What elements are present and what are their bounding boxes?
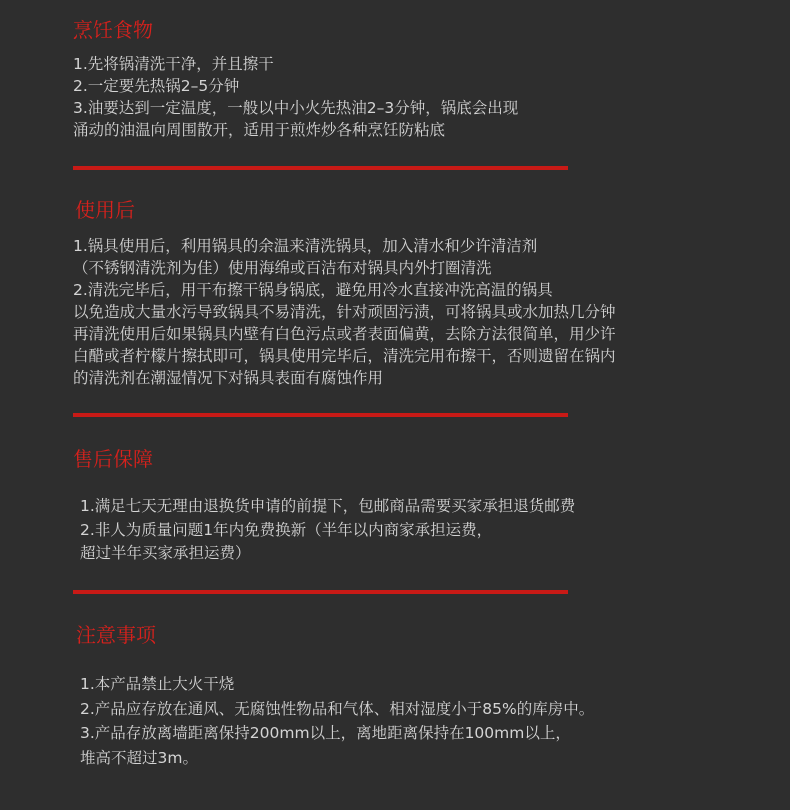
text-line: 2.清洗完毕后，用干布擦干锅身锅底，避免用冷水直接冲洗高温的锅具 [73, 281, 553, 299]
section-divider [73, 590, 568, 594]
text-line: 2.非人为质量问题1年内免费换新（半年以内商家承担运费， [80, 520, 493, 539]
text-line: 1.本产品禁止大火干烧 [80, 675, 235, 693]
text-line: 的清洗剂在潮湿情况下对锅具表面有腐蚀作用 [73, 369, 384, 387]
section-title-notes: 注意事项 [76, 623, 156, 647]
text-line: 超过半年买家承担运费） [80, 544, 251, 562]
text-line: 堆高不超过3m。 [80, 748, 198, 767]
text-line: 白醋或者柠檬片擦拭即可，锅具使用完毕后，清洗完用布擦干，否则遗留在锅内 [73, 347, 616, 365]
section-body-cooking [73, 53, 518, 141]
section-divider [73, 413, 568, 417]
text-line: （不锈钢清洗剂为佳）使用海绵或百洁布对锅具内外打圈清洗 [73, 259, 492, 277]
text-line: 3.油要达到一定温度，一般以中小火先热油2–3分钟，锅底会出现 [73, 99, 519, 117]
section-body-after-sales [80, 495, 575, 566]
text-line: 1.满足七天无理由退换货申请的前提下，包邮商品需要买家承担退货邮费 [80, 497, 576, 515]
section-title-cooking: 烹饪食物 [73, 18, 153, 42]
section-title-after-sales: 售后保障 [73, 447, 153, 471]
text-line: 1.先将锅清洗干净，并且擦干 [73, 55, 274, 73]
section-divider [73, 166, 568, 170]
section-body-notes [80, 672, 594, 770]
text-line: 再清洗使用后如果锅具内壁有白色污点或者表面偏黄，去除方法很简单，用少许 [73, 325, 616, 343]
text-line: 涌动的油温向周围散开，适用于煎炸炒各种烹饪防粘底 [73, 121, 446, 139]
text-line: 2.一定要先热锅2–5分钟 [73, 77, 240, 95]
text-line: 2.产品应存放在通风、无腐蚀性物品和气体、相对湿度小于85%的库房中。 [80, 699, 595, 718]
section-title-after-use: 使用后 [75, 198, 135, 222]
text-line: 1.锅具使用后，利用锅具的余温来清洗锅具，加入清水和少许清洁剂 [73, 237, 538, 255]
section-body-after-use [73, 235, 616, 389]
text-line: 3.产品存放离墙距离保持200mm以上，离地距离保持在100mm以上， [80, 724, 571, 742]
text-line: 以免造成大量水污导致锅具不易清洗，针对顽固污渍，可将锅具或水加热几分钟 [73, 303, 616, 321]
